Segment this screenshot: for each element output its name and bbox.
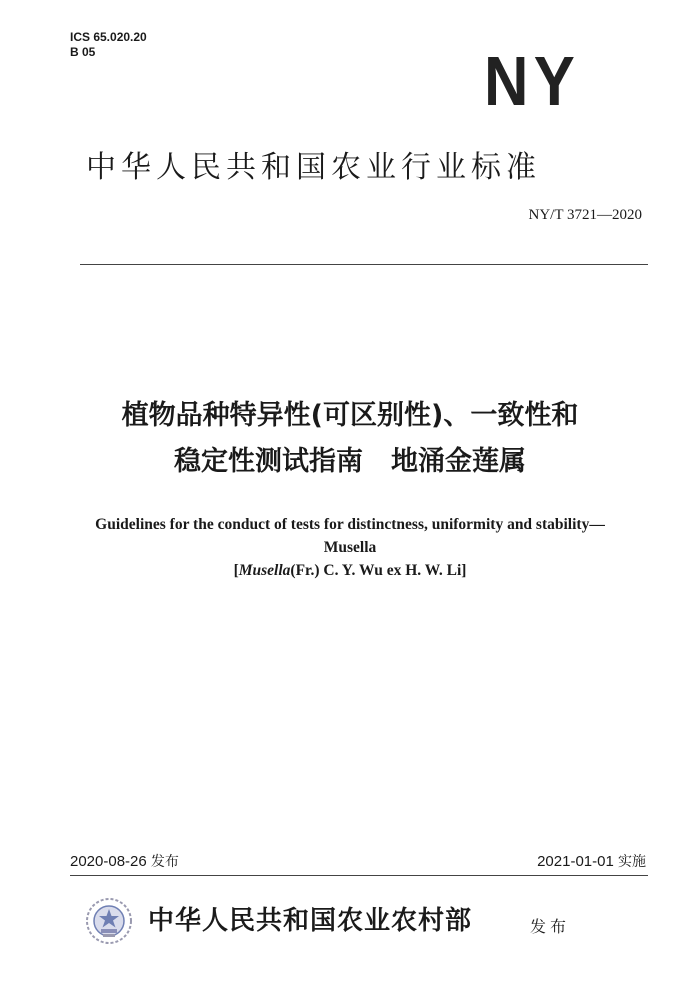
standard-number: NY/T 3721—2020 [528,207,642,223]
implement-label: 实施 [618,854,646,870]
chinese-title-line-1: 植物品种特异性(可区别性)、一致性和 [121,400,579,431]
bracket-close: ] [461,562,467,579]
top-divider [80,264,648,265]
ccs-code: B 05 [70,45,96,59]
implement-date: 2021-01-01 [537,853,614,870]
english-title [0,513,700,559]
english-title-line-1: Guidelines for the conduct of tests for distinctness, uniformity and stability— [95,516,605,533]
implement-date-line [537,851,646,871]
classification-codes [70,30,147,60]
issue-label: 发布 [150,854,179,870]
genus-name: Musella [238,562,291,579]
standard-category: 中华人民共和国农业行业标准 [86,150,541,185]
authority: (Fr.) C. Y. Wu ex H. W. Li [290,562,462,579]
bottom-divider [70,875,648,876]
chinese-title [0,393,700,485]
chinese-title-line-2 [0,439,700,485]
ministry-name: 中华人民共和国农业农村部 [148,906,473,936]
scientific-name [0,559,700,582]
ics-code: ICS 65.020.20 [70,30,147,44]
ny-logo: NY [484,42,581,120]
issue-date-line [70,851,179,871]
english-title-line-2: Musella [323,539,377,556]
publish-label: 发布 [530,917,571,936]
bracket-open: [ [233,562,239,579]
national-emblem-icon [84,896,134,946]
chinese-title-part-a: 稳定性测试指南 [174,446,363,477]
chinese-title-part-b: 地涌金莲属 [391,446,526,477]
issue-date: 2020-08-26 [70,853,147,870]
